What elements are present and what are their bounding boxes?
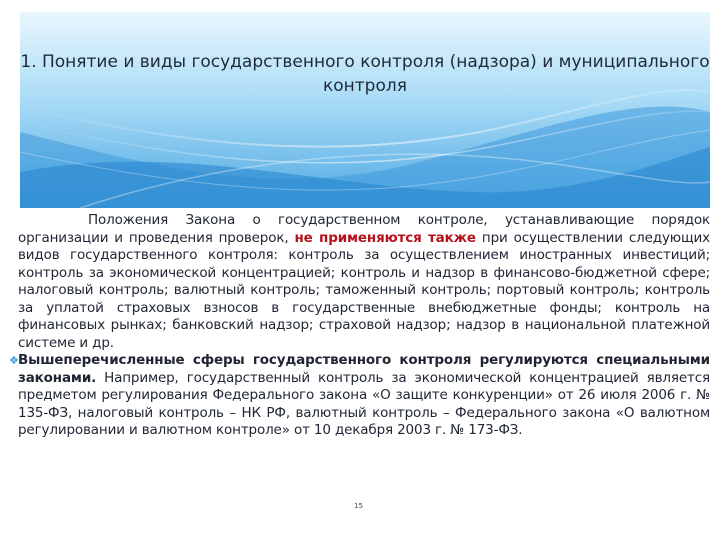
body-text <box>9 212 711 440</box>
page-number: 15 <box>354 502 363 510</box>
paragraph-2-rest: Например, государственный контроль за экономической концентрацией является предметом регулирования Федерального закона «О защите конкуренции» от 26 июля 2006 г. № 135-ФЗ, налоговый контроль – НК РФ, валютный контроль – Федерального закона «О валютном регулировании и валютном контроле» от 10 декабря 2003 г. № 173-ФЗ. <box>18 369 710 438</box>
slide-title: 1. Понятие и виды государственного контроля (надзора) и муниципального контроля <box>20 52 710 96</box>
highlight-text: не применяются также <box>294 229 476 246</box>
paragraph-2 <box>9 352 710 440</box>
header-wave-graphic <box>20 12 710 208</box>
paragraph-1-part1: Положения Закона о государственном контроле, устанавливающие порядок организации и проведения проверок, <box>18 212 710 246</box>
paragraph-1-part2: при осуществлении следующих видов государственного контроля: контроль за осуществлением иностранных инвестиций; контроль за экономической концентрацией; контроль и надзор в финансово-бюджетной сфере; налоговый контроль; валютный контроль; таможенный контроль; портовый контроль; контроль за уплатой страховых взносов в государственные внебюджетные фонды; контроль на финансовых рынках; банковский надзор; страховой надзор; надзор в национальной платежной системе и др. <box>18 229 711 351</box>
header-banner <box>20 12 710 208</box>
paragraph-1 <box>18 212 710 352</box>
bullet-icon: ❖ <box>9 354 19 367</box>
paragraph-2-bold: Вышеперечисленные сферы государственного контроля регулируются специальными законами. <box>18 352 710 386</box>
